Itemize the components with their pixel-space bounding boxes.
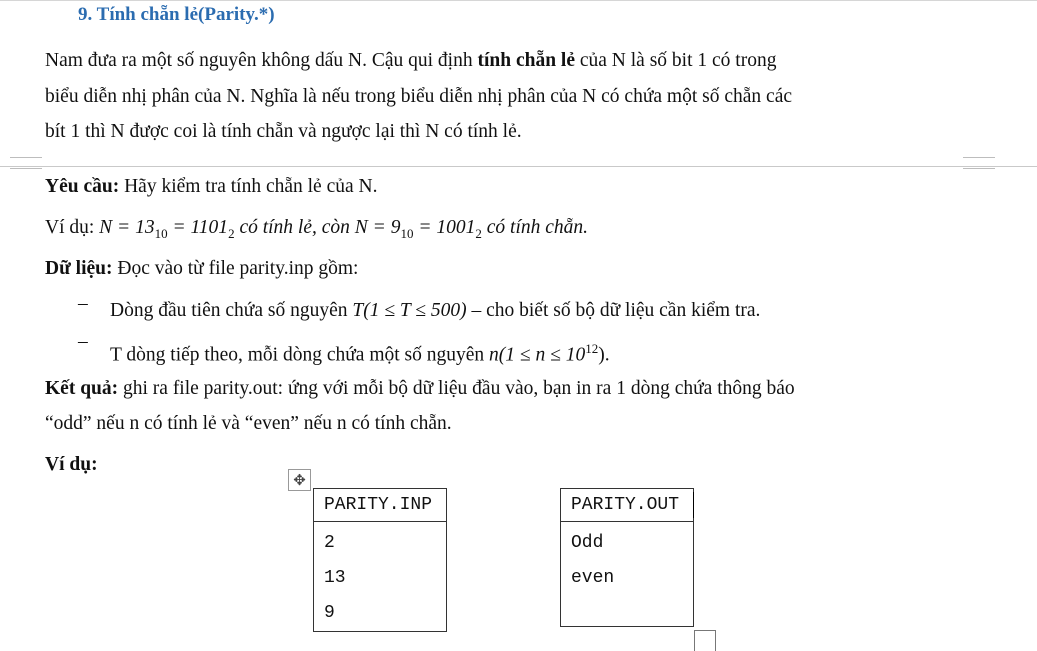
intro-bold-term: tính chẵn lẻ — [477, 50, 575, 71]
math-n2-base: 10 — [400, 225, 414, 241]
item2-text: T dòng tiếp theo, mỗi dòng chứa một số nguyên — [110, 344, 490, 366]
output-section-line-2: “odd” nếu n có tính lẻ và “even” nếu n có tính chẵn. — [45, 413, 452, 434]
output-text: ghi ra file parity.out: ứng với mỗi bộ dữ liệu đầu vào, bạn in ra 1 dòng chứa thông báo — [118, 378, 795, 399]
input-item-2 — [110, 331, 610, 374]
requirement-text: Hãy kiểm tra tính chẵn lẻ của N. — [119, 176, 378, 197]
requirement-label: Yêu cầu: — [45, 176, 120, 197]
requirement-line — [45, 169, 377, 205]
intro-line-3: bít 1 thì N được coi là tính chẵn và ngược lại thì N có tính lẻ. — [45, 121, 522, 142]
page-break-line — [0, 166, 1037, 167]
output-table — [560, 488, 694, 627]
table-row: 2 — [324, 533, 335, 553]
input-table-header[interactable]: PARITY.INP — [314, 489, 447, 522]
bullet-dash-1: – — [78, 293, 88, 314]
input-item-1 — [110, 293, 760, 329]
problem-title: 9. Tính chẵn lẻ(Parity.*) — [78, 4, 275, 25]
table-move-handle-icon[interactable]: ✥ — [288, 469, 311, 491]
input-section-line — [45, 251, 358, 287]
output-table-header-row — [561, 489, 694, 522]
math-n1-base: 10 — [154, 225, 168, 241]
table-row: 13 — [324, 568, 346, 588]
output-label: Kết quả: — [45, 378, 119, 399]
input-table-header-row — [314, 489, 447, 522]
example-prefix: Ví dụ: — [45, 217, 100, 238]
example-formula-line — [45, 210, 588, 252]
text-cursor — [693, 492, 694, 518]
page-margin-mark-left — [10, 157, 42, 169]
item2-end: ). — [598, 344, 610, 366]
intro-line-1 — [45, 43, 776, 79]
table-row: Odd — [571, 533, 604, 553]
input-label: Dữ liệu: — [45, 258, 113, 279]
item2-exponent: 12 — [585, 341, 599, 356]
page-top-border — [0, 0, 1037, 1]
intro-text-end: của N là số bit 1 có trong — [575, 50, 777, 71]
math-eq1-base: 2 — [228, 225, 235, 241]
table-row: 9 — [324, 603, 335, 623]
item2-math: n(1 ≤ n ≤ 10 — [489, 344, 586, 366]
input-text: Đọc vào từ file parity.inp gồm: — [112, 258, 359, 279]
intro-line-2: biểu diễn nhị phân của N. Nghĩa là nếu trong biểu diễn nhị phân của N có chứa một số chẵn các — [45, 86, 792, 107]
math-eq2-base: 2 — [475, 225, 482, 241]
table-resize-handle[interactable] — [694, 630, 716, 651]
intro-text: Nam đưa ra một số nguyên không dấu N. Cậu qui định — [45, 50, 478, 71]
output-table-header[interactable]: PARITY.OUT — [561, 489, 694, 522]
output-section-line-1 — [45, 371, 795, 407]
bullet-dash-2: – — [78, 331, 88, 352]
math-eq2: = 1001 — [413, 217, 476, 238]
item1-math: T(1 ≤ T ≤ 500) — [352, 300, 467, 321]
item1-text-end: – cho biết số bộ dữ liệu cần kiểm tra. — [466, 300, 761, 321]
input-table-body-row — [314, 522, 447, 632]
math-n1: N = 13 — [99, 217, 155, 238]
input-table-body[interactable] — [314, 522, 447, 632]
output-table-body[interactable] — [561, 522, 694, 627]
math-n2: N = 9 — [354, 217, 401, 238]
math-eq1: = 1101 — [167, 217, 229, 238]
output-table-body-row — [561, 522, 694, 627]
item1-text: Dòng đầu tiên chứa số nguyên — [110, 300, 353, 321]
math-even-text: có tính chẵn. — [481, 217, 589, 238]
math-odd-text: có tính lẻ, còn — [234, 217, 355, 238]
table-row: even — [571, 568, 615, 588]
page-margin-mark-right — [963, 157, 995, 169]
example-label: Ví dụ: — [45, 454, 98, 475]
input-table — [313, 488, 447, 632]
